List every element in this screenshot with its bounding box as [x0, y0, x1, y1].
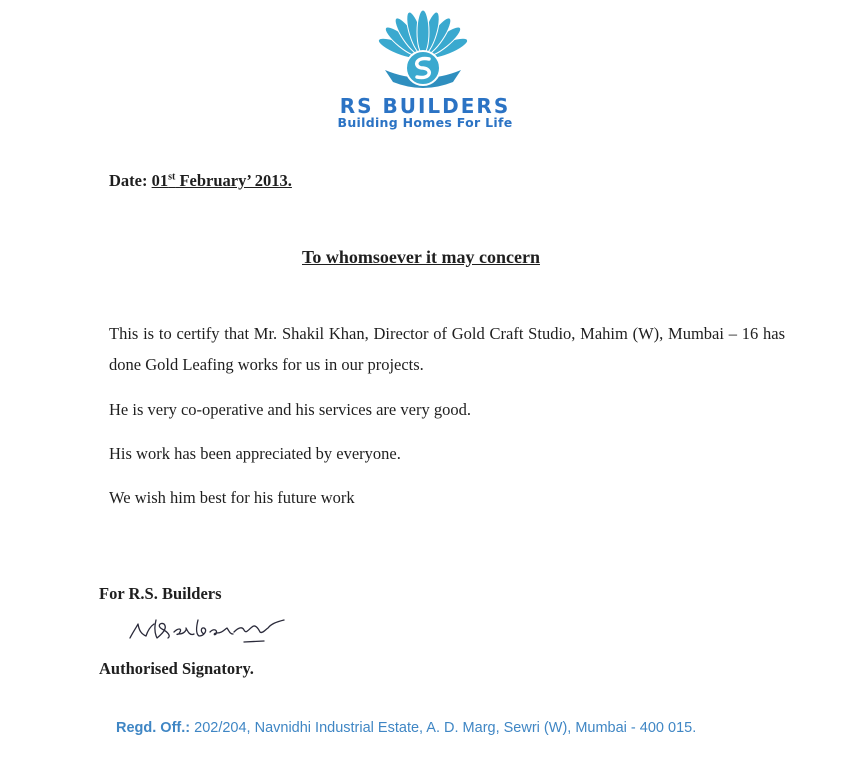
date-value — [152, 171, 292, 190]
company-name: RS BUILDERS — [339, 94, 511, 118]
signatory-title: Authorised Signatory. — [99, 659, 254, 678]
body-paragraph: His work has been appreciated by everyone. — [109, 444, 401, 463]
date-day: 01 — [151, 171, 169, 190]
body-paragraph: We wish him best for his future work — [109, 488, 355, 507]
handwritten-signature-icon — [124, 612, 302, 648]
sign-off-company: For R.S. Builders — [99, 584, 222, 603]
body-paragraph: This is to certify that Mr. Shakil Khan, Director of Gold Craft Studio, Mahim (W), Mumbai – 16 has done Gold Leafing works for us in our projects. — [109, 324, 785, 374]
footer-address: 202/204, Navnidhi Industrial Estate, A. D. Marg, Sewri (W), Mumbai - 400 015. — [194, 720, 697, 736]
date-rest: February’ 2013. — [179, 171, 292, 190]
lotus-logo-icon — [372, 6, 474, 94]
date-suffix: st — [168, 171, 176, 183]
footer-label: Regd. Off.: — [116, 720, 191, 736]
letter-date — [109, 171, 292, 191]
date-label: Date: — [109, 171, 148, 190]
company-tagline: Building Homes For Life — [337, 115, 513, 130]
registered-office-address — [116, 720, 696, 736]
body-paragraph: He is very co-operative and his services are very good. — [109, 400, 471, 419]
letter-subject: To whomsoever it may concern — [302, 247, 540, 267]
